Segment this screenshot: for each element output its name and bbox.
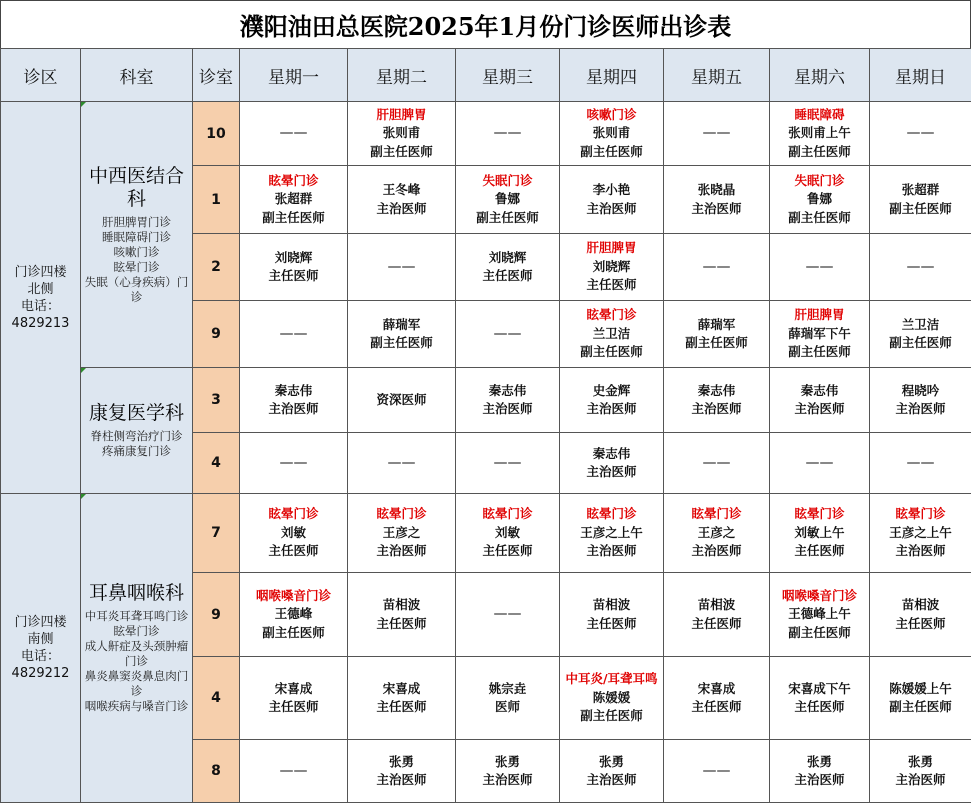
dept-name: 中西医结合科	[88, 164, 184, 210]
schedule-cell-thu	[560, 102, 664, 166]
doctor-name: 张则甫上午	[788, 125, 851, 141]
zone-line: 南侧	[27, 632, 54, 647]
doctor-name: 王彦之上午	[889, 524, 952, 540]
schedule-cell-sun	[870, 368, 971, 433]
doctor-name: 张超群	[274, 191, 313, 207]
special-clinic-label: 失眠门诊	[482, 172, 533, 188]
doctor-name: 程晓吟	[901, 382, 940, 398]
doctor-title: 副主任医师	[476, 209, 539, 225]
schedule-cell-tue	[348, 740, 456, 803]
doctor-title: 主治医师	[691, 200, 742, 216]
empty-dash: ——	[493, 125, 522, 142]
doctor-name: 王彦之上午	[580, 524, 643, 540]
day-header-thu: 星期四	[560, 49, 664, 102]
dept-clinic-item: 眩晕门诊	[113, 624, 160, 638]
doctor-title: 主任医师	[268, 268, 319, 283]
empty-dash: ——	[906, 258, 935, 275]
dept-clinic-item: 肝胆脾胃门诊	[102, 214, 171, 229]
doctor-title: 副主任医师	[889, 335, 952, 350]
special-clinic-label: 眩晕门诊	[482, 506, 533, 522]
special-clinic-label: 肝胆脾胃	[794, 307, 845, 323]
schedule-cell-mon	[240, 234, 348, 301]
doctor-name: 薛瑞军下午	[788, 325, 851, 341]
schedule-body	[1, 102, 971, 803]
page-title: 濮阳油田总医院2025年1月份门诊医师出诊表	[0, 0, 971, 48]
dept-clinic-item: 睡眠障碍门诊	[102, 229, 171, 244]
schedule-row	[1, 102, 971, 166]
doctor-name: 苗相波	[592, 597, 631, 612]
doctor-name: 张晓晶	[697, 182, 736, 197]
schedule-cell-sun	[870, 166, 971, 234]
schedule-cell-sun	[870, 657, 971, 740]
doctor-name: 秦志伟	[488, 382, 527, 398]
doctor-name: 秦志伟	[697, 382, 736, 398]
doctor-name: 刘敏	[280, 524, 306, 540]
doctor-name: 王彦之	[382, 524, 421, 540]
schedule-row	[1, 368, 971, 433]
schedule-cell-mon	[240, 166, 348, 234]
room-number: 1	[193, 166, 240, 234]
empty-dash: ——	[702, 762, 731, 779]
schedule-cell-fri	[664, 740, 770, 803]
doctor-title: 主任医师	[268, 699, 319, 714]
doctor-title: 副主任医师	[580, 344, 643, 360]
schedule-cell-tue	[348, 494, 456, 573]
doctor-name: 薛瑞军	[697, 316, 736, 332]
doctor-name: 王德峰	[274, 606, 313, 622]
doctor-title: 主任医师	[482, 543, 533, 559]
schedule-cell-tue	[348, 234, 456, 301]
zone-line: 门诊四楼	[14, 615, 67, 630]
schedule-cell-sun	[870, 102, 971, 166]
special-clinic-label: 眩晕门诊	[586, 307, 637, 323]
doctor-title: 副主任医师	[788, 143, 851, 159]
special-clinic-label: 眩晕门诊	[268, 506, 319, 522]
dept-name: 康复医学科	[88, 402, 184, 424]
schedule-cell-fri	[664, 368, 770, 433]
doctor-title: 主治医师	[376, 772, 427, 787]
doctor-name: 张勇	[598, 753, 624, 769]
schedule-cell-fri	[664, 102, 770, 166]
empty-dash: ——	[279, 762, 308, 779]
schedule-cell-tue	[348, 433, 456, 494]
room-number: 4	[193, 433, 240, 494]
doctor-title: 主治医师	[586, 464, 637, 479]
doctor-title: 医师	[494, 699, 520, 714]
schedule-cell-thu	[560, 301, 664, 368]
doctor-title: 主任医师	[794, 699, 845, 714]
doctor-name: 兰卫洁	[592, 325, 631, 341]
doctor-name: 张则甫	[592, 125, 631, 141]
schedule-cell-wed	[456, 494, 560, 573]
doctor-name: 史金辉	[592, 382, 631, 398]
day-header-fri: 星期五	[664, 49, 770, 102]
room-header: 诊室	[193, 49, 240, 102]
doctor-name: 苗相波	[901, 597, 940, 612]
special-clinic-label: 眩晕门诊	[586, 506, 637, 522]
doctor-name: 宋喜成下午	[788, 680, 851, 696]
special-clinic-label: 眩晕门诊	[376, 506, 427, 522]
schedule-cell-fri	[664, 657, 770, 740]
special-clinic-label: 失眠门诊	[794, 172, 845, 188]
schedule-cell-mon	[240, 657, 348, 740]
empty-dash: ——	[493, 325, 522, 342]
special-clinic-label: 咳嗽门诊	[586, 106, 637, 122]
empty-dash: ——	[805, 454, 834, 471]
doctor-title: 副主任医师	[370, 335, 433, 350]
schedule-cell-wed	[456, 657, 560, 740]
special-clinic-label: 中耳炎/耳聋耳鸣	[565, 671, 658, 687]
doctor-name: 鲁娜	[494, 191, 520, 207]
doctor-title: 主任医师	[895, 615, 946, 631]
special-clinic-label: 咽喉嗓音门诊	[781, 587, 857, 603]
day-header-sat: 星期六	[770, 49, 870, 102]
doctor-name: 张勇	[494, 753, 520, 769]
doctor-title: 主治医师	[895, 543, 946, 559]
zone-cell	[1, 494, 81, 803]
schedule-cell-fri	[664, 234, 770, 301]
schedule-cell-mon	[240, 368, 348, 433]
doctor-title: 副主任医师	[685, 335, 748, 350]
doctor-name: 宋喜成	[697, 680, 736, 696]
schedule-cell-thu	[560, 740, 664, 803]
schedule-cell-fri	[664, 494, 770, 573]
empty-dash: ——	[702, 125, 731, 142]
doctor-title: 主治医师	[376, 200, 427, 216]
schedule-cell-sat	[770, 234, 870, 301]
special-clinic-label: 眩晕门诊	[794, 506, 845, 522]
doctor-title: 主任医师	[794, 543, 845, 559]
schedule-cell-wed	[456, 573, 560, 657]
empty-dash: ——	[279, 454, 308, 471]
empty-dash: ——	[906, 125, 935, 142]
doctor-name: 秦志伟	[592, 445, 631, 461]
doctor-name: 张勇	[388, 753, 414, 769]
doctor-title: 副主任医师	[580, 143, 643, 159]
room-number: 4	[193, 657, 240, 740]
schedule-cell-sat	[770, 573, 870, 657]
doctor-title: 主治医师	[895, 772, 946, 787]
empty-dash: ——	[805, 258, 834, 275]
special-clinic-label: 睡眠障碍	[794, 106, 845, 122]
doctor-title: 主治医师	[794, 772, 845, 787]
doctor-name: 王冬峰	[382, 182, 421, 197]
doctor-name: 陈媛媛上午	[889, 680, 952, 696]
doctor-name: 李小艳	[592, 182, 631, 197]
schedule-cell-wed	[456, 166, 560, 234]
doctor-name: 刘晓辉	[274, 249, 313, 265]
day-header-mon: 星期一	[240, 49, 348, 102]
doctor-name: 张勇	[806, 753, 832, 769]
schedule-cell-thu	[560, 657, 664, 740]
doctor-title: 副主任医师	[370, 143, 433, 159]
special-clinic-label: 眩晕门诊	[895, 506, 946, 522]
doctor-name: 薛瑞军	[382, 316, 421, 332]
dept-name: 耳鼻咽喉科	[88, 582, 184, 604]
schedule-table	[0, 48, 971, 803]
doctor-title: 主任医师	[376, 615, 427, 631]
empty-dash: ——	[493, 454, 522, 471]
schedule-cell-sun	[870, 301, 971, 368]
doctor-title: 副主任医师	[889, 200, 952, 216]
doctor-name: 苗相波	[382, 597, 421, 612]
schedule-cell-thu	[560, 368, 664, 433]
schedule-cell-sun	[870, 433, 971, 494]
dept-clinic-item: 中耳炎耳聋耳鸣门诊	[84, 609, 189, 623]
doctor-name: 刘晓辉	[592, 258, 631, 274]
doctor-title: 主治医师	[586, 772, 637, 787]
schedule-cell-tue	[348, 573, 456, 657]
dept-clinic-item: 眩晕门诊	[113, 259, 160, 274]
schedule-cell-sat	[770, 102, 870, 166]
day-header-sun: 星期日	[870, 49, 971, 102]
dept-cell	[81, 494, 193, 803]
doctor-title: 副主任医师	[788, 344, 851, 360]
empty-dash: ——	[493, 606, 522, 623]
doctor-title: 主治医师	[691, 401, 742, 416]
doctor-title: 主任医师	[691, 699, 742, 714]
zone-line: 门诊四楼	[14, 264, 67, 280]
schedule-cell-wed	[456, 433, 560, 494]
room-number: 9	[193, 573, 240, 657]
doctor-title: 主任医师	[268, 543, 319, 559]
day-header-wed: 星期三	[456, 49, 560, 102]
doctor-name: 刘晓辉	[488, 249, 527, 265]
schedule-cell-sat	[770, 166, 870, 234]
doctor-name: 宋喜成	[274, 680, 313, 696]
schedule-cell-sun	[870, 234, 971, 301]
dept-clinic-item: 失眠（心身疾病）门诊	[84, 274, 189, 304]
zone-line: 北侧	[27, 281, 54, 297]
doctor-name: 秦志伟	[800, 382, 839, 398]
schedule-cell-thu	[560, 234, 664, 301]
schedule-cell-wed	[456, 234, 560, 301]
doctor-title: 副主任医师	[580, 708, 643, 724]
schedule-cell-fri	[664, 301, 770, 368]
doctor-title: 主治医师	[586, 543, 637, 559]
doctor-name: 张则甫	[382, 125, 421, 141]
dept-clinic-item: 成人鼾症及头颈肿瘤门诊	[84, 639, 189, 668]
doctor-name: 宋喜成	[382, 680, 421, 696]
schedule-cell-tue	[348, 657, 456, 740]
doctor-title: 主治医师	[586, 200, 637, 216]
schedule-cell-tue	[348, 368, 456, 433]
dept-clinic-item: 咽喉疾病与嗓音门诊	[84, 699, 189, 713]
zone-header: 诊区	[1, 49, 81, 102]
schedule-cell-sun	[870, 494, 971, 573]
schedule-cell-mon	[240, 573, 348, 657]
special-clinic-label: 眩晕门诊	[691, 506, 742, 522]
dept-cell	[81, 368, 193, 494]
doctor-name: 姚宗垚	[488, 680, 527, 696]
doctor-title: 主任医师	[482, 268, 533, 283]
doctor-name: 王彦之	[697, 524, 736, 540]
special-clinic-label: 肝胆脾胃	[586, 240, 637, 256]
room-number: 7	[193, 494, 240, 573]
special-clinic-label: 咽喉嗓音门诊	[255, 587, 331, 603]
schedule-cell-wed	[456, 740, 560, 803]
day-header-tue: 星期二	[348, 49, 456, 102]
doctor-name: 资深医师	[376, 391, 427, 407]
schedule-cell-wed	[456, 102, 560, 166]
empty-dash: ——	[387, 454, 416, 471]
header-row	[1, 49, 971, 102]
schedule-cell-mon	[240, 740, 348, 803]
schedule-cell-thu	[560, 433, 664, 494]
empty-dash: ——	[702, 454, 731, 471]
doctor-title: 主任医师	[586, 277, 637, 293]
schedule-cell-tue	[348, 166, 456, 234]
doctor-title: 主治医师	[794, 401, 845, 416]
schedule-cell-sun	[870, 573, 971, 657]
doctor-title: 副主任医师	[262, 624, 325, 640]
doctor-name: 秦志伟	[274, 382, 313, 398]
schedule-cell-thu	[560, 573, 664, 657]
schedule-cell-sat	[770, 301, 870, 368]
room-number: 10	[193, 102, 240, 166]
schedule-cell-mon	[240, 494, 348, 573]
schedule-cell-thu	[560, 166, 664, 234]
schedule-cell-mon	[240, 102, 348, 166]
schedule-cell-wed	[456, 368, 560, 433]
doctor-title: 副主任医师	[788, 209, 851, 225]
dept-header: 科室	[81, 49, 193, 102]
schedule-cell-sat	[770, 494, 870, 573]
doctor-title: 主治医师	[482, 772, 533, 787]
zone-line: 4829212	[11, 666, 70, 681]
dept-clinic-item: 鼻炎鼻窦炎鼻息肉门诊	[84, 669, 189, 698]
schedule-cell-fri	[664, 166, 770, 234]
schedule-cell-sat	[770, 368, 870, 433]
schedule-cell-sat	[770, 433, 870, 494]
doctor-title: 主治医师	[691, 543, 742, 559]
doctor-title: 主治医师	[895, 401, 946, 416]
schedule-cell-mon	[240, 301, 348, 368]
dept-clinic-item: 咳嗽门诊	[113, 244, 160, 259]
doctor-name: 张勇	[907, 753, 933, 769]
doctor-title: 副主任医师	[262, 209, 325, 225]
doctor-name: 苗相波	[697, 597, 736, 612]
dept-cell	[81, 102, 193, 368]
schedule-cell-sat	[770, 657, 870, 740]
room-number: 9	[193, 301, 240, 368]
doctor-title: 主治医师	[268, 401, 319, 416]
schedule-cell-sat	[770, 740, 870, 803]
doctor-name: 刘敏上午	[794, 524, 845, 540]
empty-dash: ——	[387, 258, 416, 275]
doctor-title: 主治医师	[482, 401, 533, 416]
doctor-name: 刘敏	[494, 524, 520, 540]
special-clinic-label: 眩晕门诊	[268, 172, 319, 188]
schedule-cell-mon	[240, 433, 348, 494]
doctor-title: 主治医师	[586, 401, 637, 416]
room-number: 3	[193, 368, 240, 433]
schedule-cell-sun	[870, 740, 971, 803]
zone-line: 电话：	[20, 298, 60, 314]
doctor-title: 主任医师	[586, 615, 637, 631]
empty-dash: ——	[279, 125, 308, 142]
doctor-title: 副主任医师	[889, 699, 952, 714]
doctor-title: 主任医师	[691, 615, 742, 631]
special-clinic-label: 肝胆脾胃	[376, 106, 427, 122]
empty-dash: ——	[279, 325, 308, 342]
doctor-name: 陈媛媛	[592, 689, 631, 705]
doctor-name: 张超群	[901, 182, 940, 197]
schedule-cell-thu	[560, 494, 664, 573]
doctor-title: 主任医师	[376, 699, 427, 714]
schedule-cell-fri	[664, 573, 770, 657]
schedule-row	[1, 494, 971, 573]
schedule-cell-wed	[456, 301, 560, 368]
doctor-name: 鲁娜	[806, 191, 832, 207]
empty-dash: ——	[906, 454, 935, 471]
dept-clinic-item: 疼痛康复门诊	[102, 444, 171, 458]
schedule-cell-fri	[664, 433, 770, 494]
schedule-cell-tue	[348, 301, 456, 368]
zone-line: 电话：	[20, 649, 60, 664]
zone-cell	[1, 102, 81, 494]
doctor-name: 王德峰上午	[788, 606, 851, 622]
doctor-name: 兰卫洁	[901, 316, 940, 332]
room-number: 8	[193, 740, 240, 803]
doctor-title: 副主任医师	[788, 624, 851, 640]
schedule-cell-tue	[348, 102, 456, 166]
empty-dash: ——	[702, 258, 731, 275]
room-number: 2	[193, 234, 240, 301]
zone-line: 4829213	[11, 315, 70, 331]
doctor-title: 主治医师	[376, 543, 427, 559]
dept-clinic-item: 脊柱侧弯治疗门诊	[90, 429, 183, 443]
